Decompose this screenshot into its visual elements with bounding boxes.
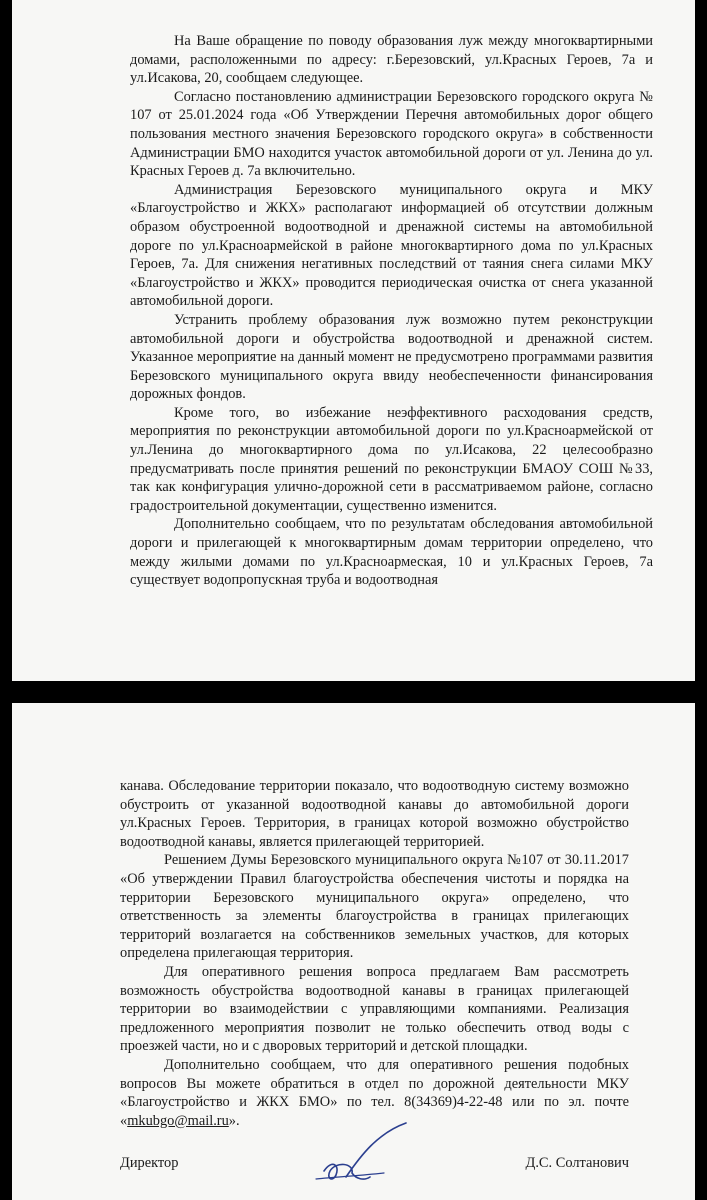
paragraph-reconstruction: Устранить проблему образования луж возможно путем реконструкции автомобильной дороги и обустройства водоотводной и дренажной систем. Указанное мероприятие на данный момент не предусмотрено программами развития Березовского муниципального округа ввиду необеспеченности финансирования дорожных фондов. <box>130 311 653 403</box>
email-link[interactable]: mkubgo@mail.ru <box>127 1112 229 1129</box>
signer-name: Д.С. Солтанович <box>525 1155 629 1171</box>
contact-text: Дополнительно сообщаем, что для оперативного решения подобных вопросов Вы можете обратиться в отдел по дорожной деятельности МКУ «Благоустройство и ЖКХ БМО» по тел. 8(34369)4-22-48 или по эл. почте « <box>120 1056 629 1129</box>
paragraph-duma-decision: Решением Думы Березовского муниципального округа №107 от 30.11.2017 «Об утверждении Правил благоустройства обеспечения чистоты и порядка на территории Березовского муниципального округа» определено, что ответственность за элементы благоустройства в границах прилегающих территорий возлагается на собственников земельных участков, для которых определена прилегающая территория. <box>120 852 629 962</box>
paragraph-proposal: Для оперативного решения вопроса предлагаем Вам рассмотреть возможность обустройства водоотводной канавы в границах прилегающей территории во взаимодействии с управляющими компаниями. Реализация предложенного мероприятия позволит не только обеспечить отвод воды с проезжей части, но и с дворовых территорий и детской площадки. <box>120 963 629 1055</box>
paragraph-continuation: канава. Обследование территории показало, что водоотводную систему возможно обустроить от указанной водоотводной канавы до автомобильной дороги ул.Красных Героев. Территория, в границах которой возможно обустройство водоотводной канавы, является прилегающей территорией. <box>120 778 629 850</box>
document-page-2 <box>12 703 695 1200</box>
handwritten-signature <box>306 1119 416 1189</box>
paragraph-survey: Дополнительно сообщаем, что по результатам обследования автомобильной дороги и прилегающей к многоквартирным домам территории определено, что между жилыми домами по ул.Красноармеская, 10 и ул.Красных Героев, 7а существует водопропускная труба и водоотводная <box>130 516 653 589</box>
paragraph-resolution: Согласно постановлению администрации Березовского городского округа № 107 от 25.01.2024 года «Об Утверждении Перечня автомобильных дорог общего пользования местного значения Березовского городского округа» в собственности Администрации БМО находится участок автомобильной дороги от ул. Ленина до ул. Красных Героев д. 7а включительно. <box>130 88 653 180</box>
signature-block <box>120 1155 629 1179</box>
paragraph-drainage-info: Администрация Березовского муниципального округа и МКУ «Благоустройство и ЖКХ» располагают информацией об отсутствии должным образом обустроенной водоотводной и дренажной системы на автомобильной дороге по ул.Красноармейской в районе многоквартирного дома по ул.Красных Героев, 7а. Для снижения негативных последствий от таяния снега силами МКУ «Благоустройство и ЖКХ» проводится периодическая очистка от снега указанной автомобильной дороги. <box>130 181 653 310</box>
paragraph-intro: На Ваше обращение по поводу образования луж между многоквартирными домами, расположенными по адресу: г.Березовский, ул.Красных Героев, 7а и ул.Исакова, 20, сообщаем следующее. <box>130 33 653 87</box>
paragraph-school-reconstruction: Кроме того, во избежание неэффективного расходования средств, мероприятия по реконструкции автомобильной дороги по ул.Красноармейской от ул.Ленина до многоквартирного дома по ул.Исакова, 22 целесообразно предусматривать после принятия решений по реконструкции БМАОУ СОШ №33, так как конфигурация улично-дорожной сети в рассматриваемом районе, согласно градостроительной документации, существенно изменится. <box>130 404 653 514</box>
contact-suffix: ». <box>228 1112 240 1129</box>
document-page-1 <box>12 0 695 681</box>
signer-title: Директор <box>120 1155 179 1171</box>
